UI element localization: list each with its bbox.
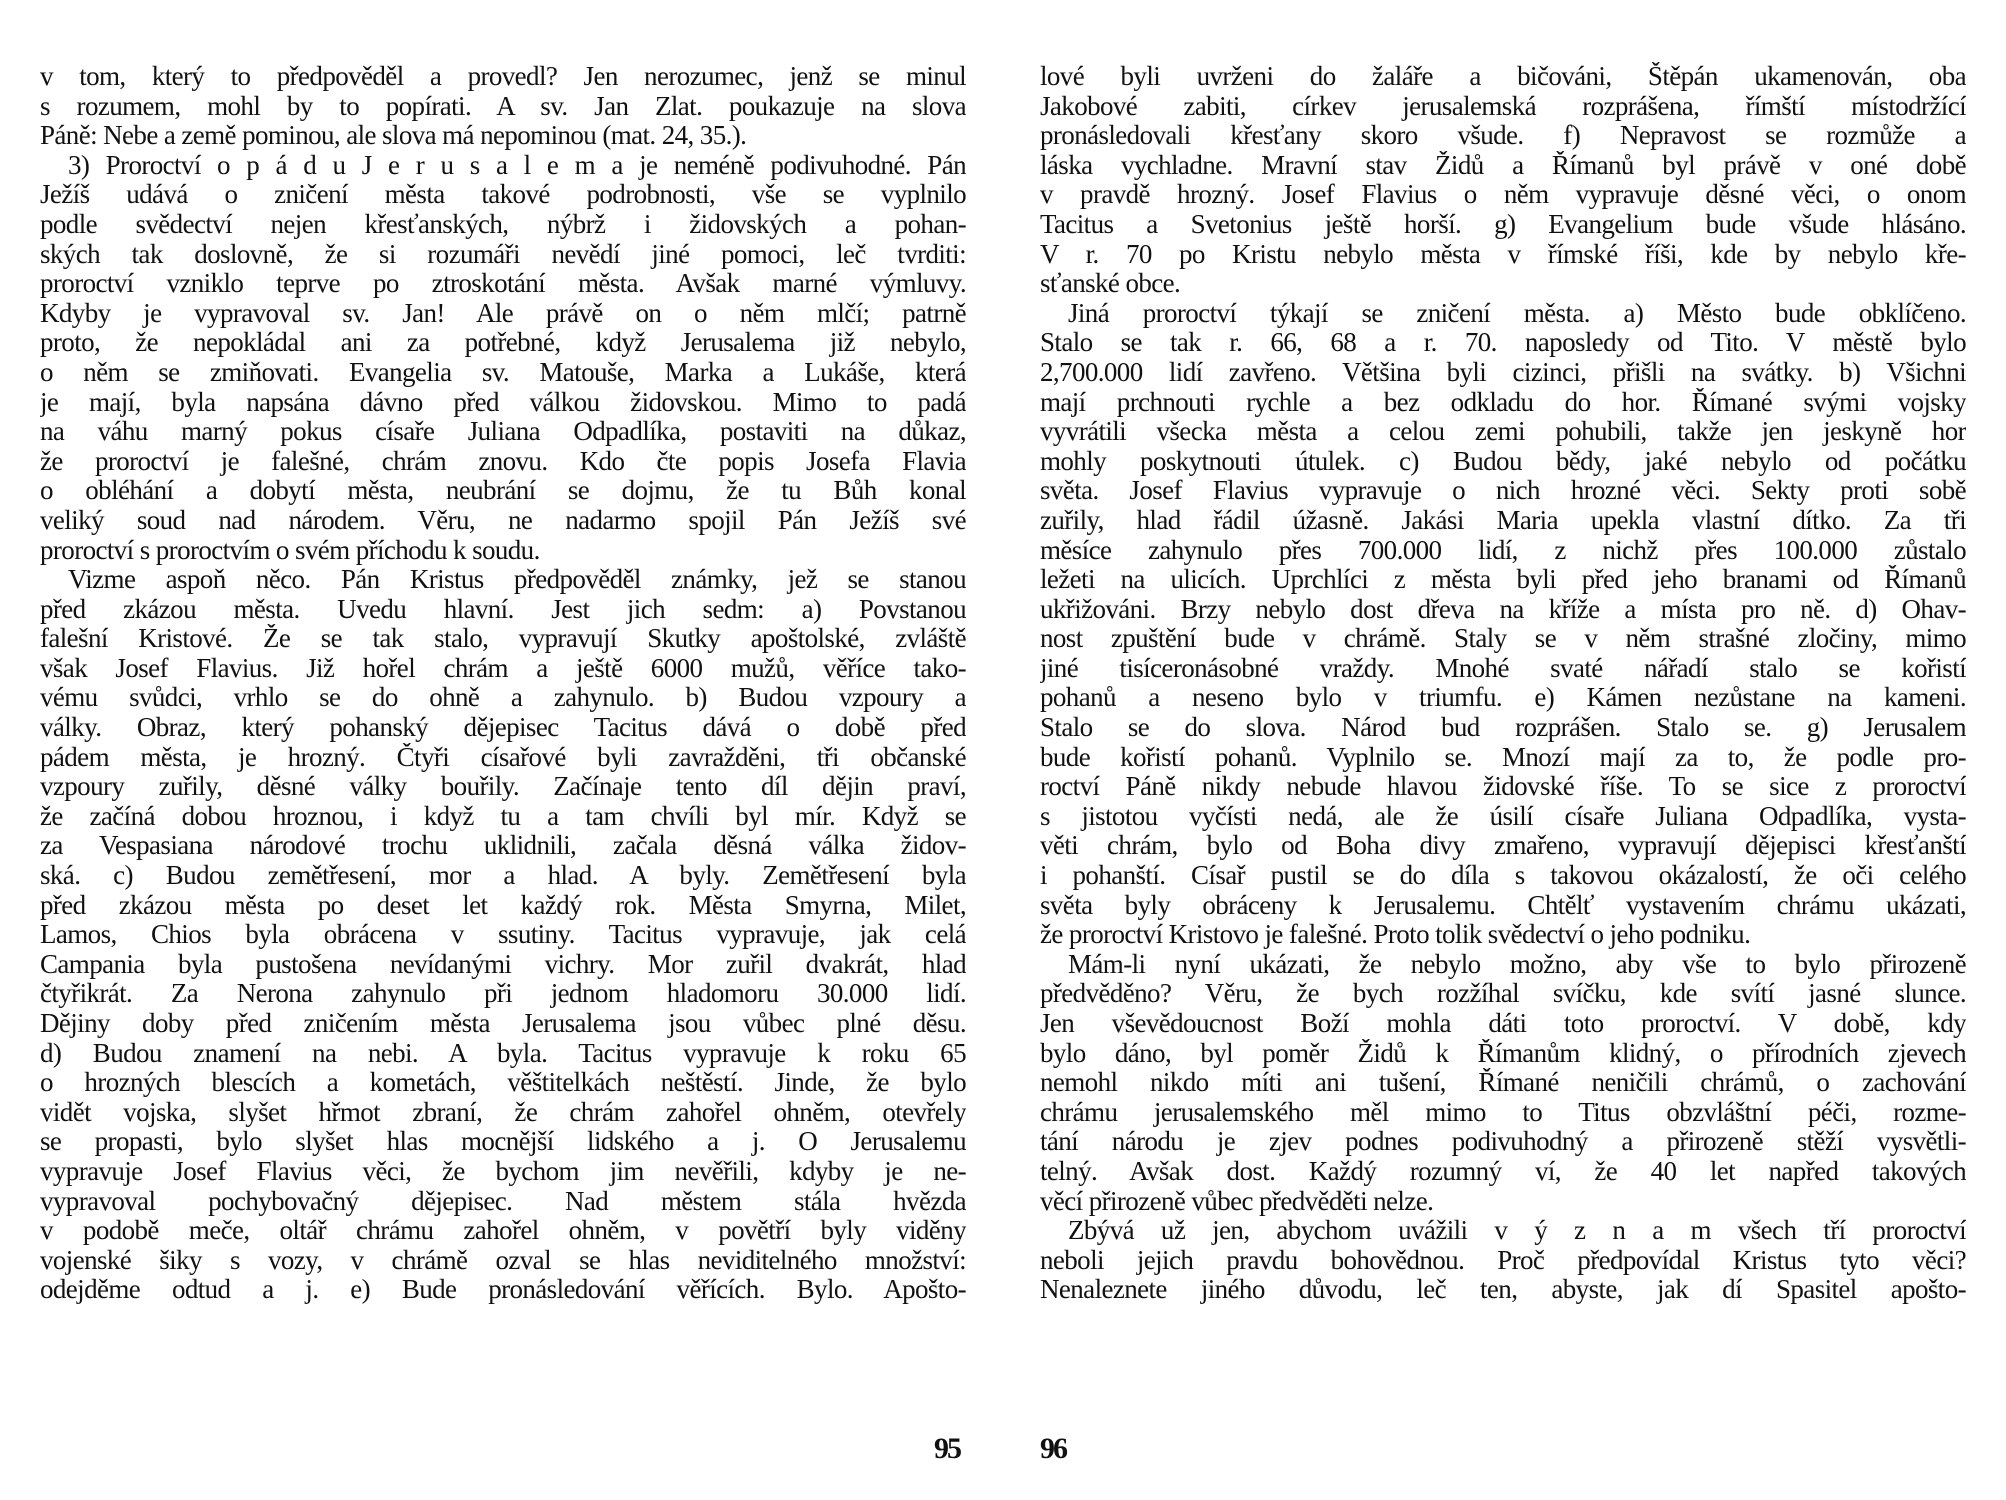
text-line: 3) Proroctví o p á d u J e r u s a l e m a je neméně podivuhodné. Pán [68, 150, 966, 180]
text-line: bude kořistí pohanů. Vyplnilo se. Mnozí mají za to, že podle pro- [1040, 742, 1966, 772]
text-line: před zkázou města po deset let každý rok. Města Smyrna, Milet, [40, 890, 966, 920]
text-line: 2,700.000 lidí zavřeno. Většina byli cizinci, přišli na svátky. b) Všichni [1040, 357, 1966, 387]
text-line: Páně: Nebe a země pominou, ale slova má nepominou (mat. 24, 35.). [40, 121, 747, 151]
text-line: že proroctví je falešné, chrám znovu. Kdo čte popis Josefa Flavia [40, 446, 966, 476]
text-line: roctví Páně nikdy nebude hlavou židovské říše. To se sice z proroctví [1040, 772, 1966, 802]
text-line: vyvrátili všecka města a celou zemi pohubili, takže jen jeskyně hor [1040, 417, 1966, 447]
text-line: ukřižováni. Brzy nebylo dost dřeva na kříže a místa pro ně. d) Ohav- [1040, 594, 1966, 624]
text-line: V r. 70 po Kristu nebylo města v římské říši, kde by nebylo kře- [1040, 239, 1966, 269]
text-line: veliký soud nad národem. Věru, ne nadarmo spojil Pán Ježíš své [40, 505, 966, 535]
text-line: o hrozných blescích a kometách, věštitelkách neštěstí. Jinde, že bylo [40, 1068, 966, 1098]
text-line: láska vychladne. Mravní stav Židů a Římanů byl právě v oné době [1040, 150, 1966, 180]
text-line: neboli jejich pravdu bohovědnou. Proč předpovídal Kristus tyto věci? [1040, 1245, 1966, 1275]
text-line: nost zpuštění bude v chrámě. Staly se v něm strašné zločiny, mimo [1040, 624, 1966, 654]
text-line: Jakobové zabiti, církev jerusalemská rozprášena, římští místodržící [1040, 91, 1966, 121]
text-line: v pravdě hrozný. Josef Flavius o něm vypravuje děsné věci, o onom [1040, 180, 1966, 210]
text-line: za Vespasiana národové trochu uklidnili, začala děsná válka židov- [40, 831, 966, 861]
text-line: pohanů a neseno bylo v triumfu. e) Kámen nezůstane na kameni. [1040, 683, 1966, 713]
text-line: předvěděno? Věru, že bych rozžíhal svíčku, kde svítí jasné slunce. [1040, 979, 1966, 1009]
text-line: Jen vševědoucnost Boží mohla dáti toto proroctví. V době, kdy [1040, 1009, 1966, 1038]
text-line: vypravuje Josef Flavius věci, že bychom jim nevěřili, kdyby je ne- [40, 1156, 966, 1186]
text-line: telný. Avšak dost. Každý rozumný ví, že 40 let napřed takových [1040, 1156, 1966, 1186]
text-line: věti chrám, bylo od Boha divy zmařeno, vypravují dějepisci křesťanští [1040, 831, 1966, 861]
page-number-left: 95 [934, 1432, 960, 1465]
text-line: Mám-li nyní ukázati, že nebylo možno, aby vše to bylo přirozeně [1068, 949, 1966, 979]
text-line: věcí přirozeně vůbec předvěděti nelze. [1040, 1186, 1434, 1216]
text-line: chrámu jerusalemského měl mimo to Titus obzvláštní péči, rozme- [1040, 1097, 1966, 1127]
text-line: tání národu je zjev podnes podivuhodný a přirozeně stěží vysvětli- [1040, 1127, 1966, 1157]
text-line: pronásledovali křesťany skoro všude. f) Nepravost se rozmůže a [1040, 121, 1966, 151]
text-line: vzpoury zuřily, děsné války bouřily. Začínaje tento díl dějin praví, [40, 772, 966, 802]
text-line: světa byly obráceny k Jerusalemu. Chtělť vystavením chrámu ukázati, [1040, 890, 1966, 920]
text-line: Nenaleznete jiného důvodu, leč ten, abyste, jak dí Spasitel apošto- [1040, 1275, 1966, 1305]
text-line: o obléhání a dobytí města, neubrání se dojmu, že tu Bůh konal [40, 476, 966, 506]
text-line: v tom, který to předpověděl a provedl? Jen nerozumec, jenž se minul [40, 62, 966, 91]
text-line: vypravoval pochybovačný dějepisec. Nad městem stála hvězda [40, 1186, 966, 1216]
text-line: v podobě meče, oltář chrámu zahořel ohněm, v povětří byly viděny [40, 1216, 966, 1246]
text-line: bylo dáno, byl poměr Židů k Římanům klidný, o přírodních zjevech [1040, 1038, 1966, 1068]
text-line: je mají, byla napsána dávno před válkou židovskou. Mimo to padá [40, 387, 966, 417]
text-line: Tacitus a Svetonius ještě horší. g) Evangelium bude všude hlásáno. [1040, 209, 1966, 239]
text-line: mají prchnouti rychle a bez odkladu do hor. Římané svými vojsky [1040, 387, 1966, 417]
text-line: vidět vojska, slyšet hřmot zbraní, že chrám zahořel ohněm, otevřely [40, 1097, 966, 1127]
text-line: Vizme aspoň něco. Pán Kristus předpověděl známky, jež se stanou [68, 565, 966, 595]
text-line: Ježíš udává o zničení města takové podrobnosti, vše se vyplnilo [40, 180, 966, 210]
text-line: i pohanští. Císař pustil se do díla s takovou okázalostí, že oči celého [1040, 861, 1966, 891]
text-line: zuřily, hlad řádil úžasně. Jakási Maria upekla vlastní dítko. Za tři [1040, 505, 1966, 535]
left-page-text [40, 62, 966, 1305]
text-line: falešní Kristové. Že se tak stalo, vypravují Skutky apoštolské, zvláště [40, 624, 966, 654]
text-line: ská. c) Budou zemětřesení, mor a hlad. A byly. Zemětřesení byla [40, 861, 966, 891]
text-line: vému svůdci, vrhlo se do ohně a zahynulo. b) Budou vzpoury a [40, 683, 966, 713]
text-line: d) Budou znamení na nebi. A byla. Tacitus vypravuje k roku 65 [40, 1038, 966, 1068]
text-line: proroctví vzniklo teprve po ztroskotání města. Avšak marné výmluvy. [40, 269, 966, 299]
text-line: o něm se zmiňovati. Evangelia sv. Matouše, Marka a Lukáše, která [40, 357, 966, 387]
text-line: Kdyby je vypravoval sv. Jan! Ale právě on o něm mlčí; patrně [40, 298, 966, 328]
text-line: ležeti na ulicích. Uprchlíci z města byli před jeho branami od Římanů [1040, 565, 1966, 595]
text-line: Stalo se do slova. Národ bud rozprášen. Stalo se. g) Jerusalem [1040, 713, 1966, 743]
text-line: války. Obraz, který pohanský dějepisec Tacitus dává o době před [40, 713, 966, 743]
text-line: pádem města, je hrozný. Čtyři císařové byli zavražděni, tři občanské [40, 742, 966, 772]
page-number-right: 96 [1040, 1432, 1066, 1465]
text-line: Dějiny doby před zničením města Jerusalema jsou vůbec plné děsu. [40, 1009, 966, 1038]
text-line: před zkázou města. Uvedu hlavní. Jest jich sedm: a) Povstanou [40, 594, 966, 624]
text-line: však Josef Flavius. Již hořel chrám a ještě 6000 mužů, věříce tako- [40, 653, 966, 683]
text-line: Jiná proroctví týkají se zničení města. a) Město bude obklíčeno. [1068, 298, 1966, 328]
text-line: měsíce zahynulo přes 700.000 lidí, z nichž přes 100.000 zůstalo [1040, 535, 1966, 565]
text-line: s rozumem, mohl by to popírati. A sv. Jan Zlat. poukazuje na slova [40, 91, 966, 121]
text-line: nemohl nikdo míti ani tušení, Římané neničili chrámů, o zachování [1040, 1068, 1966, 1098]
text-line: se propasti, bylo slyšet hlas mocnější lidského a j. O Jerusalemu [40, 1127, 966, 1157]
right-page-text [1040, 62, 1966, 1305]
text-line: Campania byla pustošena nevídanými vichry. Mor zuřil dvakrát, hlad [40, 949, 966, 979]
text-line: na váhu marný pokus císaře Juliana Odpadlíka, postaviti na důkaz, [40, 417, 966, 447]
text-line: proto, že nepokládal ani za potřebné, když Jerusalema již nebylo, [40, 328, 966, 358]
text-line: proroctví s proroctvím o svém příchodu k soudu. [40, 535, 540, 565]
text-line: že začíná dobou hroznou, i když tu a tam chvíli byl mír. Když se [40, 801, 966, 831]
text-line: mohly poskytnouti útulek. c) Budou bědy, jaké nebylo od počátku [1040, 446, 1966, 476]
text-line: Stalo se tak r. 66, 68 a r. 70. naposledy od Tito. V městě bylo [1040, 328, 1966, 358]
text-line: sťanské obce. [1040, 269, 1181, 299]
text-line: čtyřikrát. Za Nerona zahynulo při jednom hladomoru 30.000 lidí. [40, 979, 966, 1009]
text-line: ských tak doslovně, že si rozumáři nevědí jiné pomoci, leč tvrditi: [40, 239, 966, 269]
text-line: jiné tisíceronásobné vraždy. Mnohé svaté nářadí stalo se kořistí [1040, 653, 1966, 683]
text-line: Zbývá už jen, abychom uvážili v ý z n a m všech tří proroctví [1068, 1216, 1966, 1246]
text-line: podle svědectví nejen křesťanských, nýbrž i židovských a pohan- [40, 209, 966, 239]
text-line: vojenské šiky s vozy, v chrámě ozval se hlas neviditelného množství: [40, 1245, 966, 1275]
text-line: světa. Josef Flavius vypravuje o nich hrozné věci. Sekty proti sobě [1040, 476, 1966, 506]
text-line: Lamos, Chios byla obrácena v ssutiny. Tacitus vypravuje, jak celá [40, 920, 966, 950]
text-line: s jistotou vyčísti nedá, ale že úsilí císaře Juliana Odpadlíka, vysta- [1040, 801, 1966, 831]
text-line: lové byli uvrženi do žaláře a bičováni, Štěpán ukamenován, oba [1040, 62, 1966, 91]
text-line: odejděme odtud a j. e) Bude pronásledování věřících. Bylo. Apošto- [40, 1275, 966, 1305]
text-line: že proroctví Kristovo je falešné. Proto tolik svědectví o jeho podniku. [1040, 920, 1751, 950]
